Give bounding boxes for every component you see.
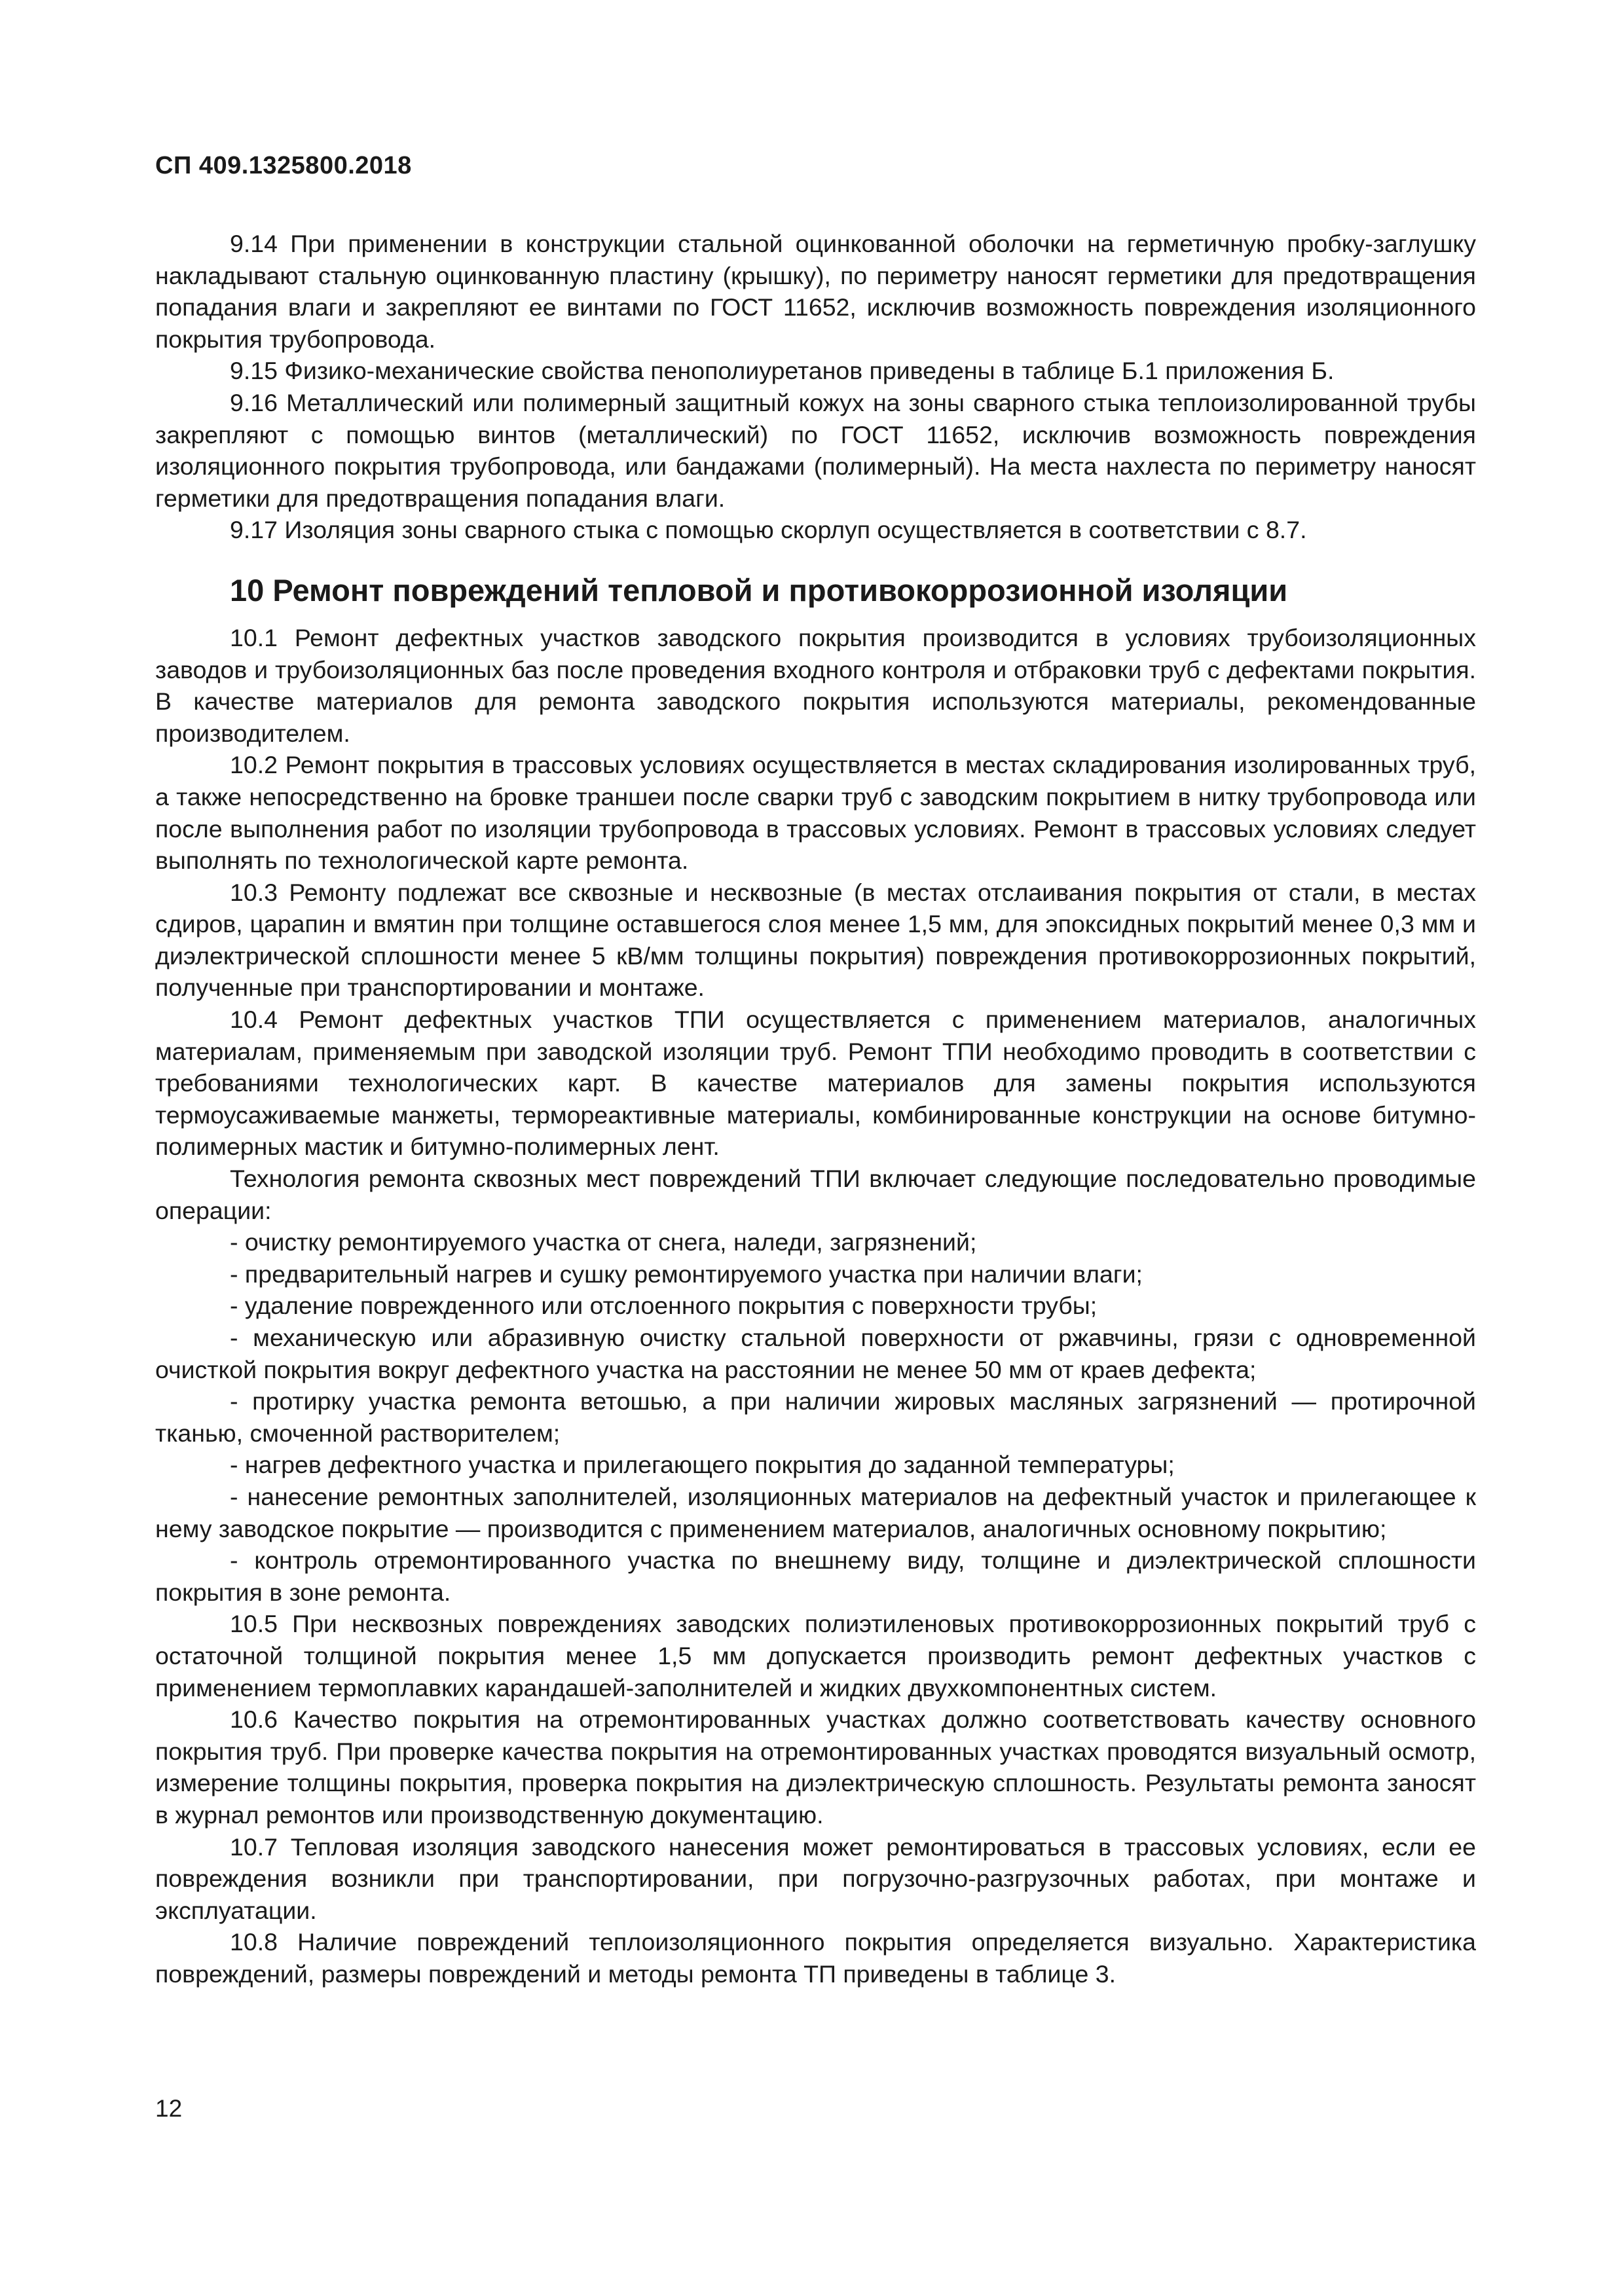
list-item: - очистку ремонтируемого участка от снега, наледи, загрязнений; [230,1228,977,1256]
list-item: - контроль отремонтированного участка по внешнему виду, толщине и диэлектрической сплошности покрытия в зоне ремонта. [155,1546,1476,1606]
list-item: - нанесение ремонтных заполнителей, изоляционных материалов на дефектный участок и прилегающее к нему заводское покрытие — производится с применением материалов, аналогичных основному покрытию; [155,1482,1476,1542]
paragraph-10-7: 10.7 Тепловая изоляция заводского нанесения может ремонтироваться в трассовых условиях, если ее повреждения возникли при транспортировании, при погрузочно-разгрузочных работах, при монтаже и эксплуатации. [155,1832,1476,1924]
list-item: - механическую или абразивную очистку стальной поверхности от ржавчины, грязи с одновременной очисткой покрытия вокруг дефектного участка на расстоянии не менее 50 мм от краев дефекта; [155,1324,1476,1383]
paragraph-repair-technology-intro: Технология ремонта сквозных мест повреждений ТПИ включает следующие последовательно проводимые операции: [155,1165,1476,1224]
paragraph-10-3: 10.3 Ремонту подлежат все сквозные и несквозные (в местах отслаивания покрытия от стали, в местах сдиров, царапин и вмятин при толщине оставшегося слоя менее 1,5 мм, для эпоксидных покрытий менее 0,3 мм и диэлектрической сплошности менее 5 кВ/мм толщины покрытия) повреждения противокоррозионных покрытий, полученные при транспортировании и монтаже. [155,878,1476,1002]
paragraph-9-14: 9.14 При применении в конструкции стальной оцинкованной оболочки на герметичную пробку-заглушку накладывают стальную оцинкованную пластину (крышку), по периметру наносят герметики для предотвращения попадания влаги и закрепляют ее винтами по ГОСТ 11652, исключив возможность повреждения изоляционного покрытия трубопровода. [155,230,1476,353]
document-code-header: СП 409.1325800.2018 [155,152,412,179]
paragraph-9-15: 9.15 Физико-механические свойства пенополиуретанов приведены в таблице Б.1 приложения Б. [230,357,1335,385]
list-item: - протирку участка ремонта ветошью, а при наличии жировых масляных загрязнений — протирочной тканью, смоченной растворителем; [155,1387,1476,1447]
list-item: - предварительный нагрев и сушку ремонтируемого участка при наличии влаги; [230,1260,1143,1288]
paragraph-10-6: 10.6 Качество покрытия на отремонтированных участках должно соответствовать качеству основного покрытия труб. При проверке качества покрытия на отремонтированных участках проводятся визуальный осмотр, измерение толщины покрытия, проверка покрытия на диэлектрическую сплошность. Результаты ремонта заносят в журнал ремонтов или производственную документацию. [155,1705,1476,1829]
list-item: - удаление поврежденного или отслоенного покрытия с поверхности трубы; [230,1292,1098,1320]
page-number: 12 [155,2095,183,2122]
paragraph-10-2: 10.2 Ремонт покрытия в трассовых условиях осуществляется в местах складирования изолированных труб, а также непосредственно на бровке траншеи после сварки труб с заводским покрытием в нитку трубопровода или после выполнения работ по изоляции трубопровода в трассовых условиях. Ремонт в трассовых условиях следует выполнять по технологической карте ремонта. [155,751,1476,875]
section-10-heading: 10 Ремонт повреждений тепловой и противокоррозионной изоляции [230,572,1288,608]
document-body [155,228,1476,1990]
paragraph-10-4: 10.4 Ремонт дефектных участков ТПИ осуществляется с применением материалов, аналогичных материалам, применяемым при заводской изоляции труб. Ремонт ТПИ необходимо проводить в соответствии с требованиями технологических карт. В качестве материалов для замены покрытия используются термоусаживаемые манжеты, термореактивные материалы, комбинированные конструкции на основе битумно-полимерных мастик и битумно-полимерных лент. [155,1006,1476,1161]
list-item: - нагрев дефектного участка и прилегающего покрытия до заданной температуры; [230,1451,1175,1479]
paragraph-10-1: 10.1 Ремонт дефектных участков заводского покрытия производится в условиях трубоизоляционных заводов и трубоизоляционных баз после проведения входного контроля и отбраковки труб с дефектами покрытия. В качестве материалов для ремонта заводского покрытия используются материалы, рекомендованные производителем. [155,623,1476,747]
paragraph-9-16: 9.16 Металлический или полимерный защитный кожух на зоны сварного стыка теплоизолированной трубы закрепляют с помощью винтов (металлический) по ГОСТ 11652, исключив возможность повреждения изоляционного покрытия трубопровода, или бандажами (полимерный). На места нахлеста по периметру наносят герметики для предотвращения попадания влаги. [155,388,1476,512]
paragraph-9-17: 9.17 Изоляция зоны сварного стыка с помощью скорлуп осуществляется в соответствии с 8.7. [230,516,1307,544]
paragraph-10-8: 10.8 Наличие повреждений теплоизоляционного покрытия определяется визуально. Характеристика повреждений, размеры повреждений и методы ремонта ТП приведены в таблице 3. [155,1928,1476,1988]
paragraph-10-5: 10.5 При несквозных повреждениях заводских полиэтиленовых противокоррозионных покрытий труб с остаточной толщиной покрытия менее 1,5 мм допускается производить ремонт дефектных участков с применением термоплавких карандашей-заполнителей и жидких двухкомпонентных систем. [155,1610,1476,1702]
